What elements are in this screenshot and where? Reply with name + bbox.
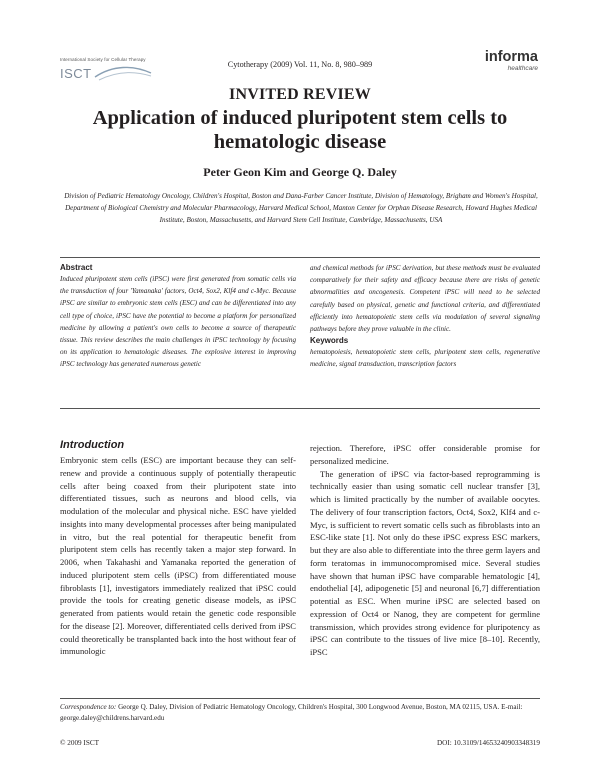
affiliations: Division of Pediatric Hematology Oncology, Children's Hospital, Boston and Dana-Farber Cancer Institute, Division of Hematology, Brigham and Women's Hospital, Department of Biological Chemistry and Molecular Pharmacology, Harvard Medical School, Manton Center for Orphan Disease Research, Howard Hughes Medical Institute, Boston, Massachusetts, and Harvard Stem Cell Institute, Cambridge, Massachusetts, USA (64, 192, 538, 225)
publisher-logo (485, 50, 538, 72)
article-title: Application of induced pluripotent stem cells to hematologic disease (92, 107, 508, 153)
correspondence-text: George Q. Daley, Division of Pediatric Hematology Oncology, Children's Hospital, 300 Longwood Avenue, Boston, MA 02115, USA. E-mail: george.daley@childrens.harvard.edu (60, 703, 523, 722)
body-right-column (310, 442, 540, 659)
keywords-text: hematopoiesis, hematopoietic stem cells, pluripotent stem cells, regenerative medicine, signal transduction, transcription factors (310, 348, 540, 369)
body-right-paragraph-2: The generation of iPSC via factor-based reprogramming is technically easier than using somatic cell nuclear transfer [3], which is limited practically by the number of available oocytes. The delivery of four transcription factors, Oct4, Sox2, Klf4 and c-Myc, is sufficient to revert somatic cells such as fibroblasts into an ESC-like state [1]. Not only do these iPSC express ESC markers, but they are also able to differentiate into the three germ layers and form teratomas in immunocompromised mice. Several studies have shown that human iPSC have comparable hematologic [4], endothelial [4], adipogenetic [5] and neuronal [6,7] differentiation potential as ESC. When murine iPSC are selected based on expression of Oct4 or Nanog, they are competent for germline transmission, which provides strong evidence for pluripotency as iPSC can contribute to the tissues of live mice [8–10]. Recently, iPSC (310, 468, 540, 657)
abstract-right-column (310, 262, 540, 371)
abstract-left-column (60, 262, 296, 371)
body-left-paragraph: Embryonic stem cells (ESC) are important because they can self-renew and provide a continuous supply of potentially therapeutic cells after being coaxed from their pluripotent state into differentiated tissues, such as neurons and blood cells, via modulation of the molecular and physical niche. ESC have yielded insights into many developmental processes after being manipulated in vitro, but the real potential for therapeutic benefit from pluripotent stem cells has recently taken a major step forward. In 2006, when Takahashi and Yamanaka reported the generation of induced pluripotent stem cells (iPSC) from differentiated mouse fibroblasts [1], investigators immediately realized that iPSC could provide the tools for creating genetic disease models, as iPSC generated from patients would retain the genetic code responsible for the disease [2]. Moreover, differentiated cells derived from iPSC could theoretically be transplanted back into the host without fear of immunologic (60, 455, 296, 657)
body-right-paragraph-1: rejection. Therefore, iPSC offer considerable promise for personalized medicine. (310, 443, 540, 466)
copyright: © 2009 ISCT (60, 739, 100, 747)
authors: Peter Geon Kim and George Q. Daley (203, 165, 397, 179)
abstract-bottom-rule (60, 408, 540, 409)
doi: DOI: 10.3109/14653240903348319 (436, 739, 540, 747)
abstract-heading: Abstract (60, 263, 93, 272)
abstract-top-rule (60, 257, 540, 258)
correspondence-label: Correspondence to: (60, 703, 117, 711)
correspondence (60, 702, 540, 724)
publisher-sub: healthcare (507, 65, 538, 72)
abstract-text-part2: and chemical methods for iPSC derivation, but these methods must be evaluated comparatively for their safety and efficacy because there are risks of genetic abnormalities and oncogenesis. Competent iPSC will need to be selected carefully based on physical, genetic and functional criteria, and differentiated efficiently into hematopoietic stem cells via modulation of several signaling pathways before they prove valuable in the clinic. (310, 264, 540, 334)
correspondence-rule (60, 698, 540, 699)
introduction-heading: Introduction (60, 439, 125, 451)
isct-org-name: International Society for Cellular Therapy (60, 57, 146, 62)
keywords-heading: Keywords (310, 336, 349, 346)
section-label: INVITED REVIEW (229, 86, 371, 103)
journal-citation: Cytotherapy (2009) Vol. 11, No. 8, 980–989 (227, 60, 373, 69)
body-left-column (60, 454, 296, 658)
abstract-text-part1: Induced pluripotent stem cells (iPSC) were first generated from somatic cells via the transduction of four 'Yamanaka' factors, Oct4, Sox2, Klf4 and c-Myc. Because iPSC are similar to embryonic stem cells (ESC) and can be differentiated into any cell type of choice, iPSC have the potential to become a platform for personalized medicine by allowing a patient's own cells to become a source of therapeutic tissue. This review describes the main challenges in iPSC technology by focusing on its application to hematologic diseases. The explosive interest in improving iPSC technology has generated numerous genetic (60, 275, 296, 369)
publisher-brand: informa (484, 49, 538, 65)
isct-wordmark: ISCT (60, 66, 92, 81)
